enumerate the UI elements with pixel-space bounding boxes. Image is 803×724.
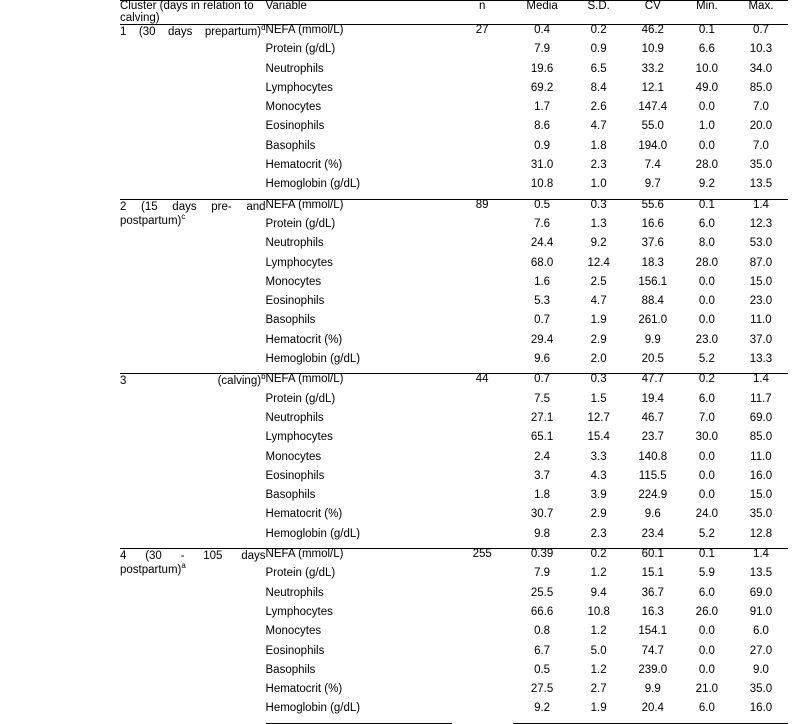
- value-sd: 4.7: [590, 295, 607, 308]
- value-media: 5.3: [534, 295, 551, 308]
- value-min: 30.0: [695, 431, 719, 444]
- value-cv: 23.7: [641, 431, 664, 444]
- statistics-table: [120, 0, 788, 724]
- table-header-row: [120, 1, 788, 25]
- value-min: 23.0: [695, 333, 719, 346]
- header-sd: S.D.: [572, 1, 626, 25]
- value-min: 28.0: [695, 159, 719, 172]
- variable-name: Basophils: [265, 314, 316, 327]
- value-min: 6.0: [680, 703, 734, 723]
- value-cv: 55.0: [641, 120, 664, 133]
- value-max: 12.8: [749, 527, 773, 540]
- header-variable: Variable: [266, 1, 452, 25]
- value-cv: 140.8: [638, 450, 668, 463]
- value-max: 15.0: [749, 489, 773, 502]
- cluster-footnote-marker: a: [181, 561, 186, 571]
- value-min: 6.0: [698, 586, 715, 599]
- value-sd: 1.2: [590, 567, 607, 580]
- value-media: 27.5: [530, 683, 554, 696]
- value-cv: 115.5: [638, 469, 667, 482]
- value-min: 6.0: [698, 217, 715, 230]
- value-media: 7.9: [534, 43, 551, 56]
- value-sd: 6.5: [590, 62, 607, 75]
- value-media: 69.2: [530, 81, 554, 94]
- value-sd: 4.3: [590, 469, 607, 482]
- value-media: 29.4: [530, 333, 554, 346]
- value-media: 6.7: [534, 644, 551, 657]
- variable-name: Lymphocytes: [265, 256, 333, 269]
- table-body: [120, 25, 788, 724]
- variable-name: Hematocrit (%): [265, 508, 343, 521]
- value-cv: 20.4: [626, 703, 680, 723]
- value-media: 8.6: [534, 120, 551, 133]
- value-sd: 10.8: [587, 605, 610, 618]
- value-media: 0.7: [513, 374, 572, 394]
- value-media: 0.8: [534, 625, 551, 638]
- value-max: 85.0: [749, 81, 773, 94]
- cluster-label: 1 (30 days prepartum)$^d$: [120, 23, 266, 38]
- value-max: 13.5: [749, 178, 773, 191]
- value-cv: 37.6: [641, 237, 664, 250]
- value-min: 0.0: [698, 644, 715, 657]
- value-cv: 19.4: [641, 392, 664, 405]
- value-sd: 1.3: [590, 217, 607, 230]
- sample-size: 27: [475, 24, 489, 36]
- value-min: 0.0: [698, 469, 715, 482]
- value-min: 0.0: [698, 295, 715, 308]
- value-sd: 1.2: [590, 625, 607, 638]
- value-media: 0.5: [534, 663, 551, 676]
- variable-name: Hematocrit (%): [265, 159, 343, 172]
- variable-name: Lymphocytes: [265, 605, 333, 618]
- value-sd: 0.3: [572, 374, 626, 394]
- value-cv: 9.6: [644, 508, 661, 521]
- value-media: 10.8: [530, 178, 554, 191]
- header-max: Max.: [734, 1, 788, 25]
- value-max: 16.0: [734, 703, 788, 723]
- value-min: 0.1: [680, 549, 734, 569]
- value-cv: 36.7: [641, 586, 664, 599]
- value-sd: 0.2: [572, 549, 626, 569]
- variable-name: Protein (g/dL): [265, 392, 336, 405]
- value-cv: 18.3: [641, 256, 664, 269]
- variable-name: Eosinophils: [265, 295, 325, 308]
- cluster-label: 4 (30 - 105 days postpartum)$^a$: [120, 549, 266, 724]
- value-media: 9.2: [513, 703, 572, 723]
- value-max: 1.4: [734, 199, 788, 219]
- value-min: 0.0: [698, 101, 715, 114]
- variable-name: NEFA (mmol/L): [266, 549, 452, 569]
- value-max: 35.0: [749, 159, 773, 172]
- value-sd: 2.6: [590, 101, 607, 114]
- variable-name: NEFA (mmol/L): [265, 24, 344, 36]
- value-min: 6.6: [698, 43, 715, 56]
- variable-name: Hemoglobin (g/dL): [265, 353, 361, 366]
- value-sd: 1.0: [590, 178, 607, 191]
- variable-name: Hematocrit (%): [265, 683, 343, 696]
- value-media: 7.9: [534, 567, 551, 580]
- value-cv: 224.9: [638, 489, 668, 502]
- variable-name: Hemoglobin (g/dL): [266, 703, 452, 723]
- value-media: 0.39: [513, 549, 572, 569]
- value-media: 27.1: [530, 411, 554, 424]
- value-cv: 88.4: [641, 295, 664, 308]
- value-min: 0.0: [698, 625, 715, 638]
- value-media: 0.7: [534, 314, 551, 327]
- value-sd: 1.9: [590, 314, 607, 327]
- cluster-label: 3 (calving)$^b$: [120, 374, 266, 549]
- value-max: 6.0: [752, 625, 769, 638]
- value-min: 26.0: [695, 605, 719, 618]
- cluster-footnote-marker: b: [261, 372, 266, 382]
- header-cv: CV: [626, 1, 680, 25]
- value-max: 1.4: [734, 374, 788, 394]
- value-cv: 16.6: [641, 217, 664, 230]
- value-sd: 1.9: [572, 703, 626, 723]
- value-media: 9.8: [534, 527, 551, 540]
- value-media: 66.6: [530, 605, 554, 618]
- value-max: 53.0: [749, 237, 773, 250]
- variable-name: NEFA (mmol/L): [266, 374, 452, 394]
- cluster-footnote-marker: c: [181, 212, 186, 222]
- value-max: 9.0: [752, 663, 769, 676]
- value-min: 49.0: [695, 81, 719, 94]
- value-sd: 2.5: [590, 275, 607, 288]
- value-min: 8.0: [698, 237, 715, 250]
- variable-name: Neutrophils: [265, 586, 324, 599]
- value-max: 91.0: [749, 605, 773, 618]
- value-sd: 0.2: [590, 24, 607, 36]
- value-media: 7.6: [534, 217, 551, 230]
- value-min: 0.0: [698, 663, 715, 676]
- cluster-label: 2 (15 days pre- and postpartum)$^c$: [120, 199, 266, 374]
- value-max: 37.0: [749, 333, 773, 346]
- value-max: 12.3: [749, 217, 773, 230]
- table-row: [120, 374, 788, 394]
- value-max: 20.0: [749, 120, 773, 133]
- variable-name: Eosinophils: [265, 120, 325, 133]
- value-media: 0.4: [534, 24, 551, 36]
- variable-name: Protein (g/dL): [265, 217, 336, 230]
- value-max: 13.5: [749, 567, 773, 580]
- value-sd: 1.5: [590, 392, 607, 405]
- variable-name: Basophils: [265, 489, 316, 502]
- value-min: 0.0: [698, 489, 715, 502]
- value-media: 1.6: [534, 275, 551, 288]
- value-media: 68.0: [530, 256, 554, 269]
- value-sd: 3.9: [590, 489, 607, 502]
- value-cv: 9.9: [644, 333, 661, 346]
- value-sd: 1.2: [590, 663, 607, 676]
- value-sd: 4.7: [590, 120, 607, 133]
- value-min: 5.9: [698, 567, 715, 580]
- value-sd: 2.7: [590, 683, 607, 696]
- value-max: 11.7: [750, 392, 772, 405]
- variable-name: Monocytes: [265, 275, 322, 288]
- value-cv: 16.3: [641, 605, 664, 618]
- sample-size: 89: [452, 199, 513, 374]
- value-sd: 9.2: [590, 237, 607, 250]
- value-media: 7.5: [534, 392, 551, 405]
- value-sd: 2.3: [590, 527, 607, 540]
- value-max: 7.0: [752, 139, 769, 152]
- value-cv: 33.2: [641, 62, 664, 75]
- table-row: [120, 549, 788, 569]
- value-cv: 7.4: [644, 159, 661, 172]
- variable-name: Monocytes: [265, 625, 322, 638]
- variable-name: Hematocrit (%): [265, 333, 343, 346]
- value-sd: 12.7: [587, 411, 610, 424]
- value-cv: 60.1: [626, 549, 680, 569]
- value-cv: 194.0: [638, 139, 668, 152]
- value-min: 5.2: [698, 353, 715, 366]
- variable-name: Hemoglobin (g/dL): [265, 527, 361, 540]
- variable-name: Monocytes: [265, 101, 322, 114]
- value-cv: 9.7: [644, 178, 661, 191]
- value-sd: 15.4: [587, 431, 610, 444]
- value-max: 69.0: [749, 411, 773, 424]
- table-row: [120, 199, 788, 219]
- value-media: 1.8: [534, 489, 551, 502]
- value-cv: 46.2: [641, 24, 664, 36]
- value-max: 23.0: [749, 295, 773, 308]
- value-sd: 3.3: [590, 450, 607, 463]
- value-cv: 15.1: [641, 567, 664, 580]
- value-min: 0.0: [698, 450, 715, 463]
- value-sd: 2.3: [590, 159, 607, 172]
- value-cv: 46.7: [641, 411, 664, 424]
- value-cv: 239.0: [638, 663, 668, 676]
- value-media: 30.7: [530, 508, 554, 521]
- value-min: 5.2: [698, 527, 715, 540]
- value-min: 0.0: [698, 314, 715, 327]
- value-media: 3.7: [534, 469, 551, 482]
- value-min: 0.0: [698, 275, 715, 288]
- variable-name: Basophils: [265, 663, 316, 676]
- cluster-footnote-marker: d: [261, 23, 266, 33]
- value-sd: 0.3: [572, 199, 626, 219]
- value-cv: 20.5: [641, 353, 664, 366]
- variable-name: Eosinophils: [265, 644, 325, 657]
- value-sd: 12.4: [587, 256, 610, 269]
- table-row: [120, 25, 788, 45]
- value-cv: 55.6: [626, 199, 680, 219]
- sample-size: 255: [452, 549, 513, 724]
- value-media: 65.1: [530, 431, 554, 444]
- variable-name: Neutrophils: [265, 237, 324, 250]
- value-min: 0.1: [698, 24, 715, 36]
- value-cv: 10.9: [641, 43, 664, 56]
- variable-name: Neutrophils: [265, 411, 324, 424]
- value-media: 0.5: [513, 199, 572, 219]
- variable-name: Protein (g/dL): [265, 43, 336, 56]
- value-max: 7.0: [752, 101, 769, 114]
- value-media: 9.6: [534, 353, 551, 366]
- header-min: Min.: [680, 1, 734, 25]
- value-sd: 1.8: [590, 139, 607, 152]
- value-max: 87.0: [749, 256, 773, 269]
- value-cv: 9.9: [644, 683, 661, 696]
- sample-size: 44: [452, 374, 513, 549]
- value-sd: 2.9: [590, 508, 607, 521]
- value-min: 21.0: [695, 683, 719, 696]
- value-cv: 154.1: [638, 625, 668, 638]
- header-n: n: [452, 1, 513, 25]
- value-cv: 74.7: [641, 644, 664, 657]
- value-sd: 9.4: [590, 586, 607, 599]
- value-min: 6.0: [698, 392, 715, 405]
- value-max: 27.0: [749, 644, 773, 657]
- value-sd: 2.9: [590, 333, 607, 346]
- value-max: 11.0: [750, 314, 772, 327]
- value-max: 85.0: [749, 431, 773, 444]
- value-max: 11.0: [750, 450, 772, 463]
- value-cv: 23.4: [641, 527, 664, 540]
- value-cv: 261.0: [638, 314, 668, 327]
- value-max: 1.4: [734, 549, 788, 569]
- value-cv: 12.1: [641, 81, 664, 94]
- value-min: 9.2: [698, 178, 715, 191]
- value-sd: 8.4: [590, 81, 607, 94]
- variable-name: Protein (g/dL): [265, 567, 336, 580]
- header-cluster: Cluster (days in relation to calving): [120, 1, 266, 25]
- table-header: [120, 1, 788, 25]
- value-min: 24.0: [695, 508, 719, 521]
- value-max: 35.0: [749, 508, 773, 521]
- variable-name: Lymphocytes: [265, 81, 333, 94]
- value-sd: 2.0: [590, 353, 607, 366]
- variable-name: NEFA (mmol/L): [266, 199, 452, 219]
- value-media: 25.5: [530, 586, 554, 599]
- value-max: 10.3: [749, 43, 773, 56]
- value-cv: 47.7: [626, 374, 680, 394]
- value-min: 7.0: [698, 411, 715, 424]
- variable-name: Lymphocytes: [265, 431, 333, 444]
- value-media: 0.9: [534, 139, 551, 152]
- value-min: 0.2: [680, 374, 734, 394]
- value-media: 24.4: [530, 237, 554, 250]
- value-cv: 156.1: [638, 275, 668, 288]
- value-media: 1.7: [534, 101, 551, 114]
- variable-name: Hemoglobin (g/dL): [265, 178, 361, 191]
- value-cv: 147.4: [638, 101, 668, 114]
- header-media: Media: [513, 1, 572, 25]
- value-min: 0.0: [698, 139, 715, 152]
- value-sd: 5.0: [590, 644, 607, 657]
- value-max: 35.0: [749, 683, 773, 696]
- value-max: 69.0: [749, 586, 773, 599]
- value-max: 16.0: [749, 469, 773, 482]
- value-sd: 0.9: [590, 43, 607, 56]
- variable-name: Monocytes: [265, 450, 322, 463]
- value-min: 0.1: [680, 199, 734, 219]
- statistics-table-container: [120, 0, 788, 724]
- value-min: 28.0: [695, 256, 719, 269]
- value-max: 13.3: [749, 353, 773, 366]
- variable-name: Neutrophils: [265, 62, 324, 75]
- value-media: 31.0: [530, 159, 554, 172]
- value-media: 2.4: [534, 450, 551, 463]
- value-max: 15.0: [749, 275, 773, 288]
- value-max: 0.7: [752, 24, 769, 36]
- variable-name: Eosinophils: [265, 469, 325, 482]
- value-media: 19.6: [530, 62, 554, 75]
- value-min: 10.0: [695, 62, 719, 75]
- variable-name: Basophils: [265, 139, 316, 152]
- value-max: 34.0: [749, 62, 773, 75]
- value-min: 1.0: [698, 120, 715, 133]
